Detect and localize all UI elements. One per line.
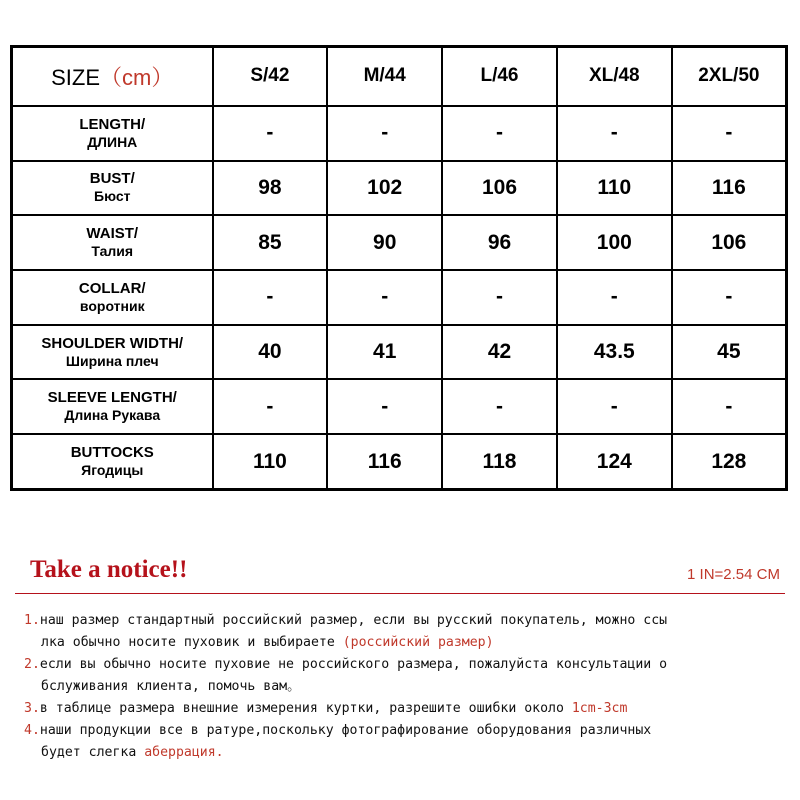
row-label-ru: Длина Рукава — [64, 407, 161, 424]
note-text: если вы обычно носите пуховие не российского размера, пожалуйста консультации о — [39, 657, 668, 672]
row-label-en: BUST/ — [89, 170, 135, 188]
column-header-l: L/46 — [442, 47, 557, 106]
table-row-collar — [12, 270, 787, 325]
table-cell: 85 — [213, 215, 328, 270]
table-cell: 102 — [327, 161, 442, 216]
row-label — [12, 434, 213, 489]
column-header-xl: XL/48 — [557, 47, 672, 106]
table-cell: - — [672, 106, 787, 161]
notice-divider — [15, 593, 785, 594]
note-highlight: аберрация. — [144, 745, 224, 760]
column-header-m: M/44 — [327, 47, 442, 106]
note-text: в таблице размера внешние измерения куртки, разрешите ошибки около — [39, 701, 572, 716]
table-cell: 110 — [213, 434, 328, 489]
table-cell: 106 — [672, 215, 787, 270]
note-item-4 — [24, 720, 784, 764]
note-text: наш размер стандартный российский размер, если вы русский покупатель, можно ссы — [39, 613, 668, 628]
column-header-s: S/42 — [213, 47, 328, 106]
row-label-en: COLLAR/ — [78, 279, 146, 297]
notes-list — [24, 610, 784, 764]
table-header-row — [12, 47, 787, 106]
table-cell: - — [213, 270, 328, 325]
table-cell: 116 — [672, 161, 787, 216]
table-cell: - — [672, 270, 787, 325]
row-label-ru: воротник — [79, 297, 145, 314]
size-table — [10, 45, 788, 491]
column-header-2xl: 2XL/50 — [672, 47, 787, 106]
table-cell: 98 — [213, 161, 328, 216]
row-label-ru: Бюст — [94, 188, 131, 205]
table-cell: 42 — [442, 325, 557, 380]
row-label-en: WAIST/ — [86, 225, 139, 243]
table-cell: 45 — [672, 325, 787, 380]
table-cell: 128 — [672, 434, 787, 489]
note-item-1 — [24, 610, 784, 654]
note-highlight: 1cm-3cm — [571, 701, 628, 716]
table-row-bust — [12, 161, 787, 216]
size-header-cell — [12, 47, 213, 106]
row-label-ru: Талия — [91, 243, 134, 260]
table-cell: - — [557, 106, 672, 161]
row-label-en: SHOULDER WIDTH/ — [41, 334, 184, 352]
table-cell: - — [557, 379, 672, 434]
note-number: 2. — [24, 657, 40, 672]
note-text: бслуживания клиента, помочь вам。 — [41, 679, 301, 694]
note-number: 3. — [24, 701, 40, 716]
row-label — [12, 161, 213, 216]
table-cell: - — [442, 270, 557, 325]
table-cell: - — [327, 106, 442, 161]
table-cell: 124 — [557, 434, 672, 489]
table-cell: 90 — [327, 215, 442, 270]
notice-title: Take a notice!! — [30, 556, 188, 583]
table-cell: - — [327, 379, 442, 434]
unit-conversion: 1 IN=2.54 CM — [687, 566, 780, 583]
table-cell: 118 — [442, 434, 557, 489]
table-row-waist — [12, 215, 787, 270]
note-text: будет слегка — [41, 745, 145, 760]
row-label — [12, 325, 213, 380]
table-cell: 96 — [442, 215, 557, 270]
unit-label: （cm） — [100, 64, 174, 90]
row-label-ru: Ширина плеч — [65, 352, 159, 369]
note-item-2 — [24, 654, 784, 698]
table-cell: - — [557, 270, 672, 325]
row-label-en: SLEEVE LENGTH/ — [47, 389, 177, 407]
table-cell: - — [213, 106, 328, 161]
note-text: лка обычно носите пуховик и выбираете — [41, 635, 343, 650]
table-cell: - — [213, 379, 328, 434]
table-cell: - — [672, 379, 787, 434]
table-row-length — [12, 106, 787, 161]
table-cell: 43.5 — [557, 325, 672, 380]
row-label — [12, 106, 213, 161]
note-number: 1. — [24, 613, 40, 628]
table-cell: 116 — [327, 434, 442, 489]
row-label — [12, 379, 213, 434]
row-label-ru: ДЛИНА — [87, 133, 138, 150]
table-cell: - — [442, 379, 557, 434]
table-cell: 110 — [557, 161, 672, 216]
table-row-shoulder-width — [12, 325, 787, 380]
table-row-buttocks — [12, 434, 787, 489]
row-label-ru: Ягодицы — [81, 462, 144, 479]
note-number: 4. — [24, 723, 40, 738]
table-cell: 100 — [557, 215, 672, 270]
table-cell: - — [442, 106, 557, 161]
table-cell: 106 — [442, 161, 557, 216]
row-label — [12, 215, 213, 270]
note-text: наши продукции все в ратуре,поскольку фотографирование оборудования различных — [39, 723, 652, 738]
table-cell: 40 — [213, 325, 328, 380]
table-row-sleeve-length — [12, 379, 787, 434]
size-label: SIZE — [51, 64, 101, 90]
table-cell: - — [327, 270, 442, 325]
row-label-en: BUTTOCKS — [70, 444, 154, 462]
table-cell: 41 — [327, 325, 442, 380]
note-item-3 — [24, 698, 784, 720]
row-label-en: LENGTH/ — [79, 115, 146, 133]
row-label — [12, 270, 213, 325]
note-highlight: (российский размер) — [342, 635, 494, 650]
